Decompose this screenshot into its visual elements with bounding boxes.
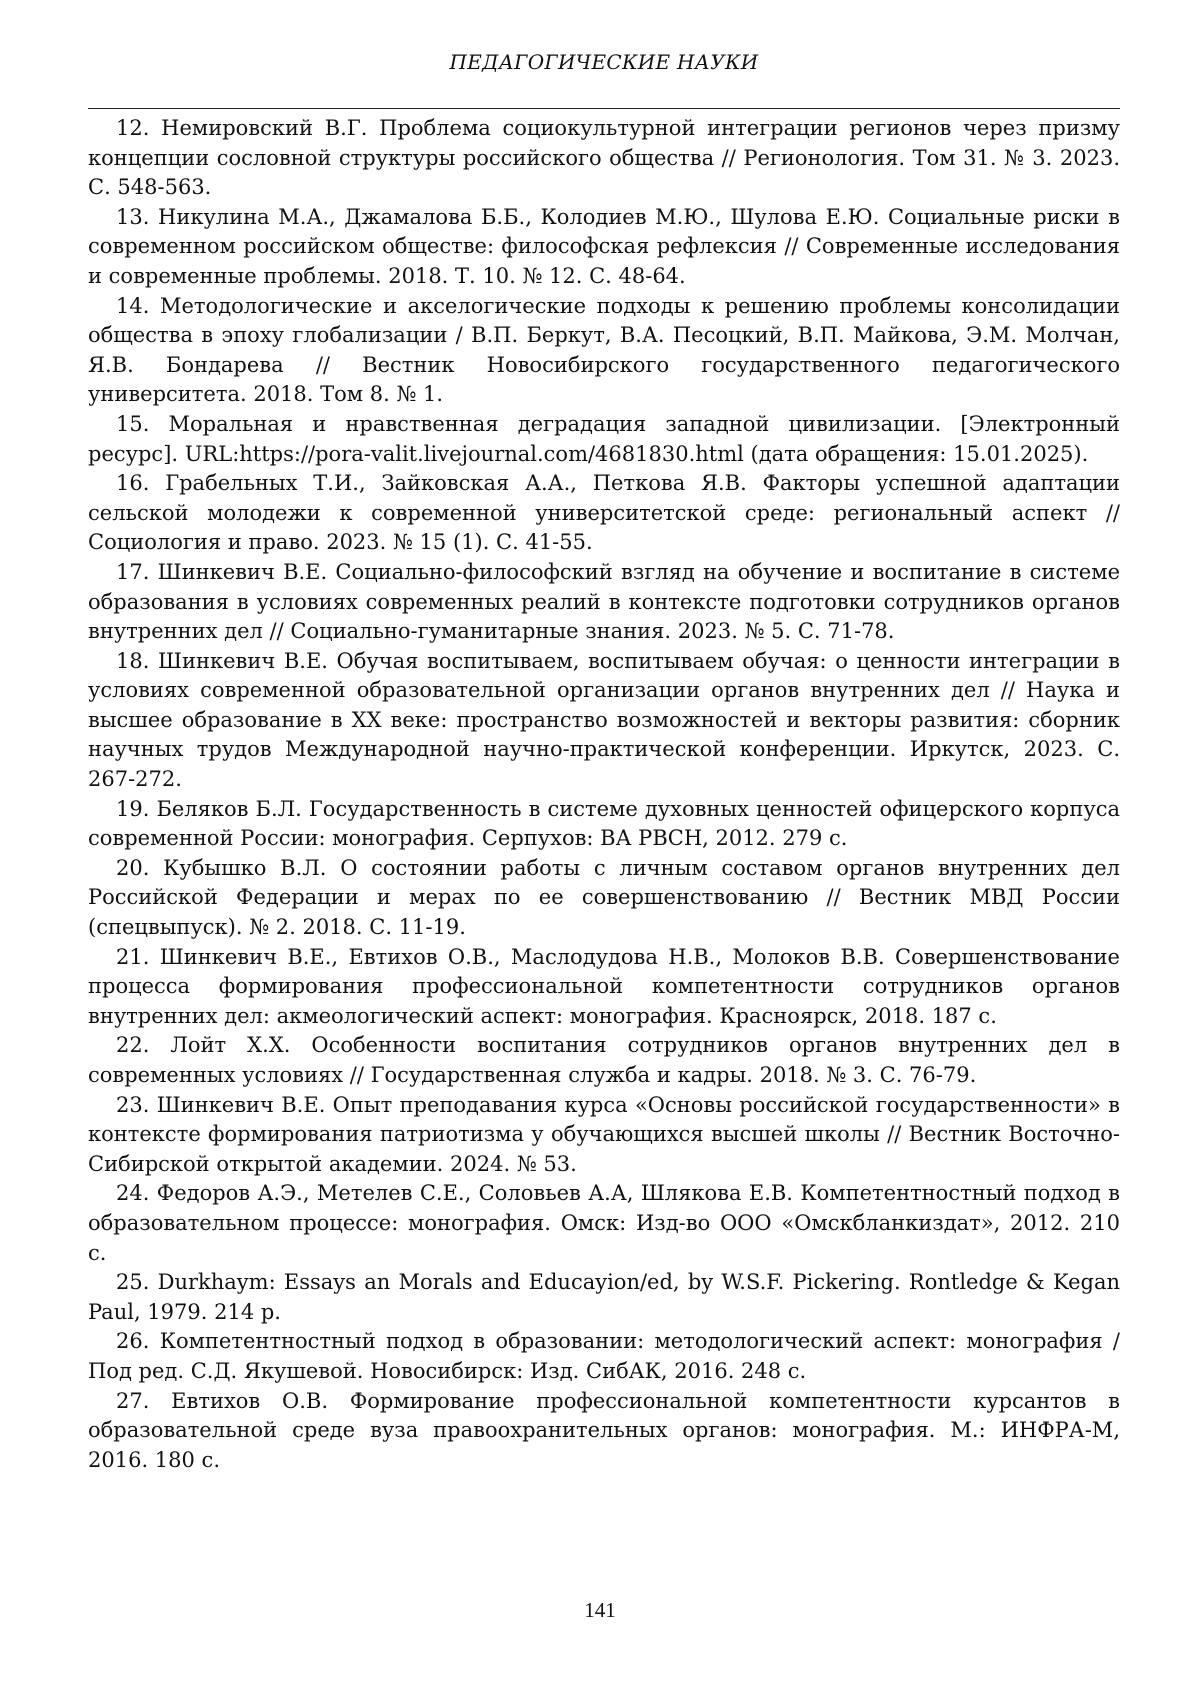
- reference-item-17: 17. Шинкевич В.Е. Социально-философский взгляд на обучение и воспитание в системе образования в условиях современных реалий в контексте подготовки сотрудников органов внутренних дел // Социально-гуманитарные знания. 2023. № 5. С. 71-78.: [88, 559, 1120, 644]
- reference-item-24: 24. Федоров А.Э., Метелев С.Е., Соловьев А.А, Шлякова Е.В. Компетентностный подход в образовательном процессе: монография. Омск: Изд-во ООО «Омскбланкиздат», 2012. 210 с.: [88, 1181, 1120, 1265]
- reference-item-21: 21. Шинкевич В.Е., Евтихов О.В., Маслодудова Н.В., Молоков В.В. Совершенствование процесса формирования профессиональной компетентности сотрудников органов внутренних дел: акмеологический аспект: монография. Красноярск, 2018. 187 с.: [88, 944, 1120, 1028]
- reference-item-15: 15. Моральная и нравственная деградация западной цивилизации. [Электронный ресурс]. URL:https://pora-valit.livejournal.com/4681830.html (дата обращения: 15.01.2025).: [88, 411, 1120, 466]
- reference-item-12: 12. Немировский В.Г. Проблема социокультурной интеграции регионов через призму концепции сословной структуры российского общества // Регионология. Том 31. № 3. 2023. С. 548-563.: [88, 116, 1120, 200]
- page-header-title: ПЕДАГОГИЧЕСКИЕ НАУКИ: [449, 50, 759, 74]
- reference-item-20: 20. Кубышко В.Л. О состоянии работы с личным составом органов внутренних дел Российской Федерации и мерах по ее совершенствованию // Вестник МВД России (спецвыпуск). № 2. 2018. С. 11-19.: [88, 855, 1120, 940]
- reference-list: [88, 114, 1120, 1475]
- reference-item-25: 25. Durkhaym: Essays an Morals and Educayion/ed, by W.S.F. Pickering. Rontledge & Kegan Paul, 1979. 214 p.: [88, 1270, 1120, 1324]
- reference-item-18: 18. Шинкевич В.Е. Обучая воспитываем, воспитываем обучая: о ценности интеграции в условиях современной образовательной организации органов внутренних дел // Наука и высшее образование в XX веке: пространство возможностей и векторы развития: сборник научных трудов Международной научно-практической конференции. Иркутск, 2023. С. 267-272.: [88, 648, 1120, 792]
- reference-item-26: 26. Компетентностный подход в образовании: методологический аспект: монография / Под ред. С.Д. Якушевой. Новосибирск: Изд. СибАК, 2016. 248 с.: [88, 1329, 1120, 1383]
- header-divider: [88, 108, 1120, 109]
- reference-item-14: 14. Методологические и акселогические подходы к решению проблемы консолидации общества в эпоху глобализации / В.П. Беркут, В.А. Песоцкий, В.П. Майкова, Э.М. Молчан, Я.В. Бондарева // Вестник Новосибирского государственного педагогического университета. 2018. Том 8. № 1.: [88, 293, 1120, 407]
- reference-item-27: 27. Евтихов О.В. Формирование профессиональной компетентности курсантов в образовательной среде вуза правоохранительных органов: монография. М.: ИНФРА-М, 2016. 180 с.: [88, 1388, 1120, 1472]
- reference-item-16: 16. Грабельных Т.И., Зайковская А.А., Петкова Я.В. Факторы успешной адаптации сельской молодежи к современной университетской среде: региональный аспект // Социология и право. 2023. № 15 (1). С. 41-55.: [88, 471, 1120, 555]
- reference-item-13: 13. Никулина М.А., Джамалова Б.Б., Колодиев М.Ю., Шулова Е.Ю. Социальные риски в современном российском обществе: философская рефлексия // Современные исследования и современные проблемы. 2018. Т. 10. № 12. С. 48-64.: [88, 204, 1120, 288]
- reference-item-23: 23. Шинкевич В.Е. Опыт преподавания курса «Основы российской государственности» в контексте формирования патриотизма у обучающихся высшей школы // Вестник Восточно-Сибирской открытой академии. 2024. № 53.: [88, 1092, 1120, 1176]
- reference-item-19: 19. Беляков Б.Л. Государственность в системе духовных ценностей офицерского корпуса современной России: монография. Серпухов: ВА РВСН, 2012. 279 с.: [88, 796, 1120, 851]
- reference-item-22: 22. Лойт Х.Х. Особенности воспитания сотрудников органов внутренних дел в современных условиях // Государственная служба и кадры. 2018. № 3. С. 76-79.: [88, 1033, 1120, 1087]
- page-number: 141: [584, 1598, 616, 1622]
